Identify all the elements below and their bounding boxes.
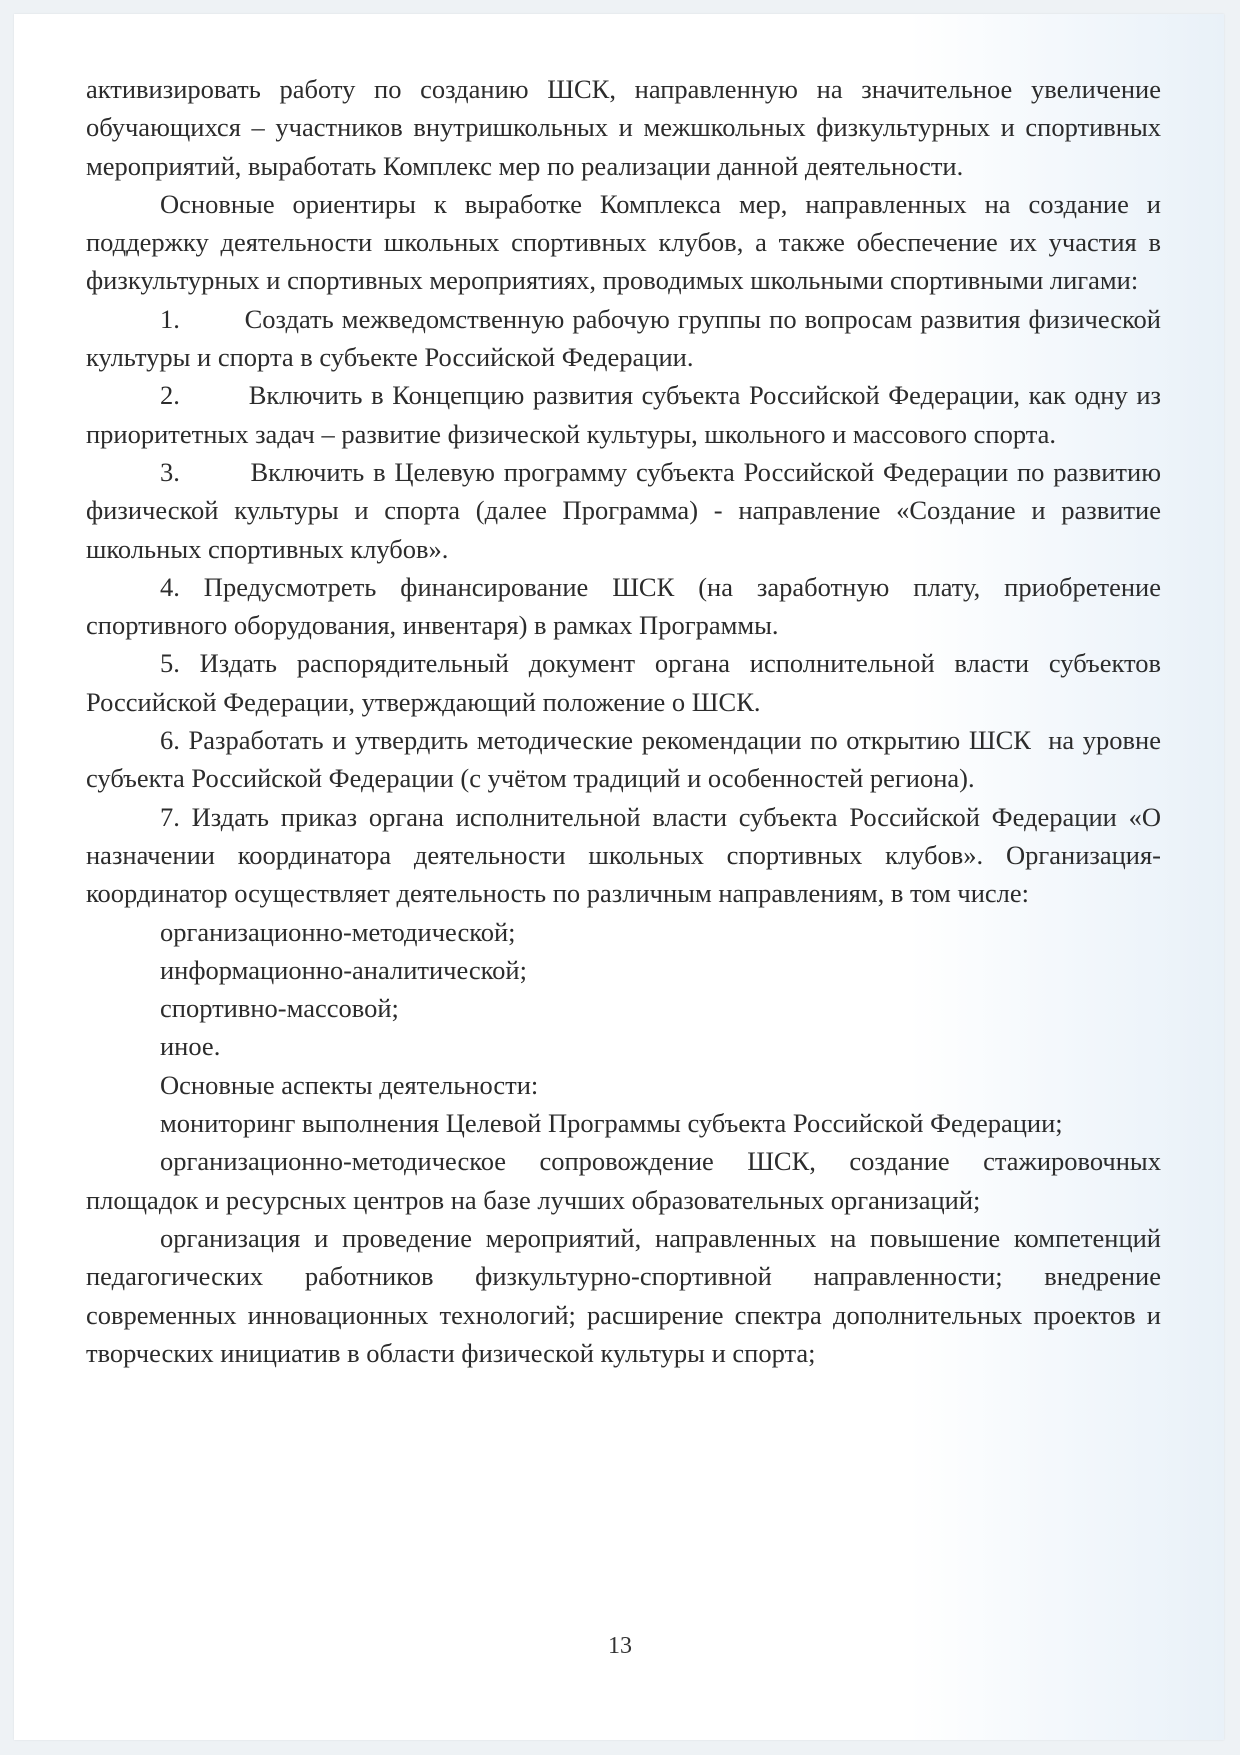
aspects-heading: Основные аспекты деятельности: — [160, 1069, 539, 1100]
list-item-6: 6. Разработать и утвердить методические рекомендации по открытию ШСК на уровне субъекта Российской Федерации (с учётом традиций и особенностей региона). — [86, 725, 1161, 794]
aspect-item: организация и проведение мероприятий, направленных на повышение компетенций педагогических работников физкультурно-спортивной направленности; внедрение современных инновационных технологий; расширение спектра дополнительных проектов и творческих инициатив в области физической культуры и спорта; — [86, 1222, 1161, 1368]
page-number: 13 — [608, 1633, 632, 1659]
list-item-3: 3. Включить в Целевую программу субъекта Российской Федерации по развитию физической культуры и спорта (далее Программа) - направление «Создание и развитие школьных спортивных клубов». — [86, 456, 1161, 564]
aspect-item: организационно-методическое сопровождение ШСК, создание стажировочных площадок и ресурсных центров на базе лучших образовательных организаций; — [86, 1146, 1161, 1215]
direction-item: спортивно-массовой; — [160, 993, 399, 1024]
direction-item: иное. — [160, 1031, 221, 1062]
list-item-2: 2. Включить в Концепцию развития субъекта Российской Федерации, как одну из приоритетных задач – развитие физической культуры, школьного и массового спорта. — [86, 380, 1161, 449]
document-body — [86, 70, 1161, 1372]
list-item-4: 4. Предусмотреть финансирование ШСК (на заработную плату, приобретение спортивного оборудования, инвентаря) в рамках Программы. — [86, 571, 1161, 641]
direction-item: организационно-методической; — [160, 916, 516, 947]
list-item-7: 7. Издать приказ органа исполнительной власти субъекта Российской Федерации «О назначении координатора деятельности школьных спортивных клубов». Организация-координатор осуществляет деятельность по различным направлениям, в том числе: — [86, 801, 1161, 909]
paragraph-guidelines: Основные ориентиры к выработке Комплекса мер, направленных на создание и поддержку деятельности школьных спортивных клубов, а также обеспечение их участия в физкультурных и спортивных мероприятиях, проводимых школьными спортивными лигами: — [86, 188, 1161, 296]
paragraph-intro: активизировать работу по созданию ШСК, направленную на значительное увеличение обучающихся – участников внутришкольных и межшкольных физкультурных и спортивных мероприятий, выработать Комплекс мер по реализации данной деятельности. — [86, 74, 1161, 181]
aspect-item: мониторинг выполнения Целевой Программы субъекта Российской Федерации; — [160, 1108, 1063, 1139]
list-item-1: 1. Создать межведомственную рабочую группы по вопросам развития физической культуры и спорта в субъекте Российской Федерации. — [86, 303, 1161, 373]
direction-item: информационно-аналитической; — [160, 954, 527, 985]
list-item-5: 5. Издать распорядительный документ органа исполнительной власти субъектов Российской Федерации, утверждающий положение о ШСК. — [86, 648, 1161, 717]
